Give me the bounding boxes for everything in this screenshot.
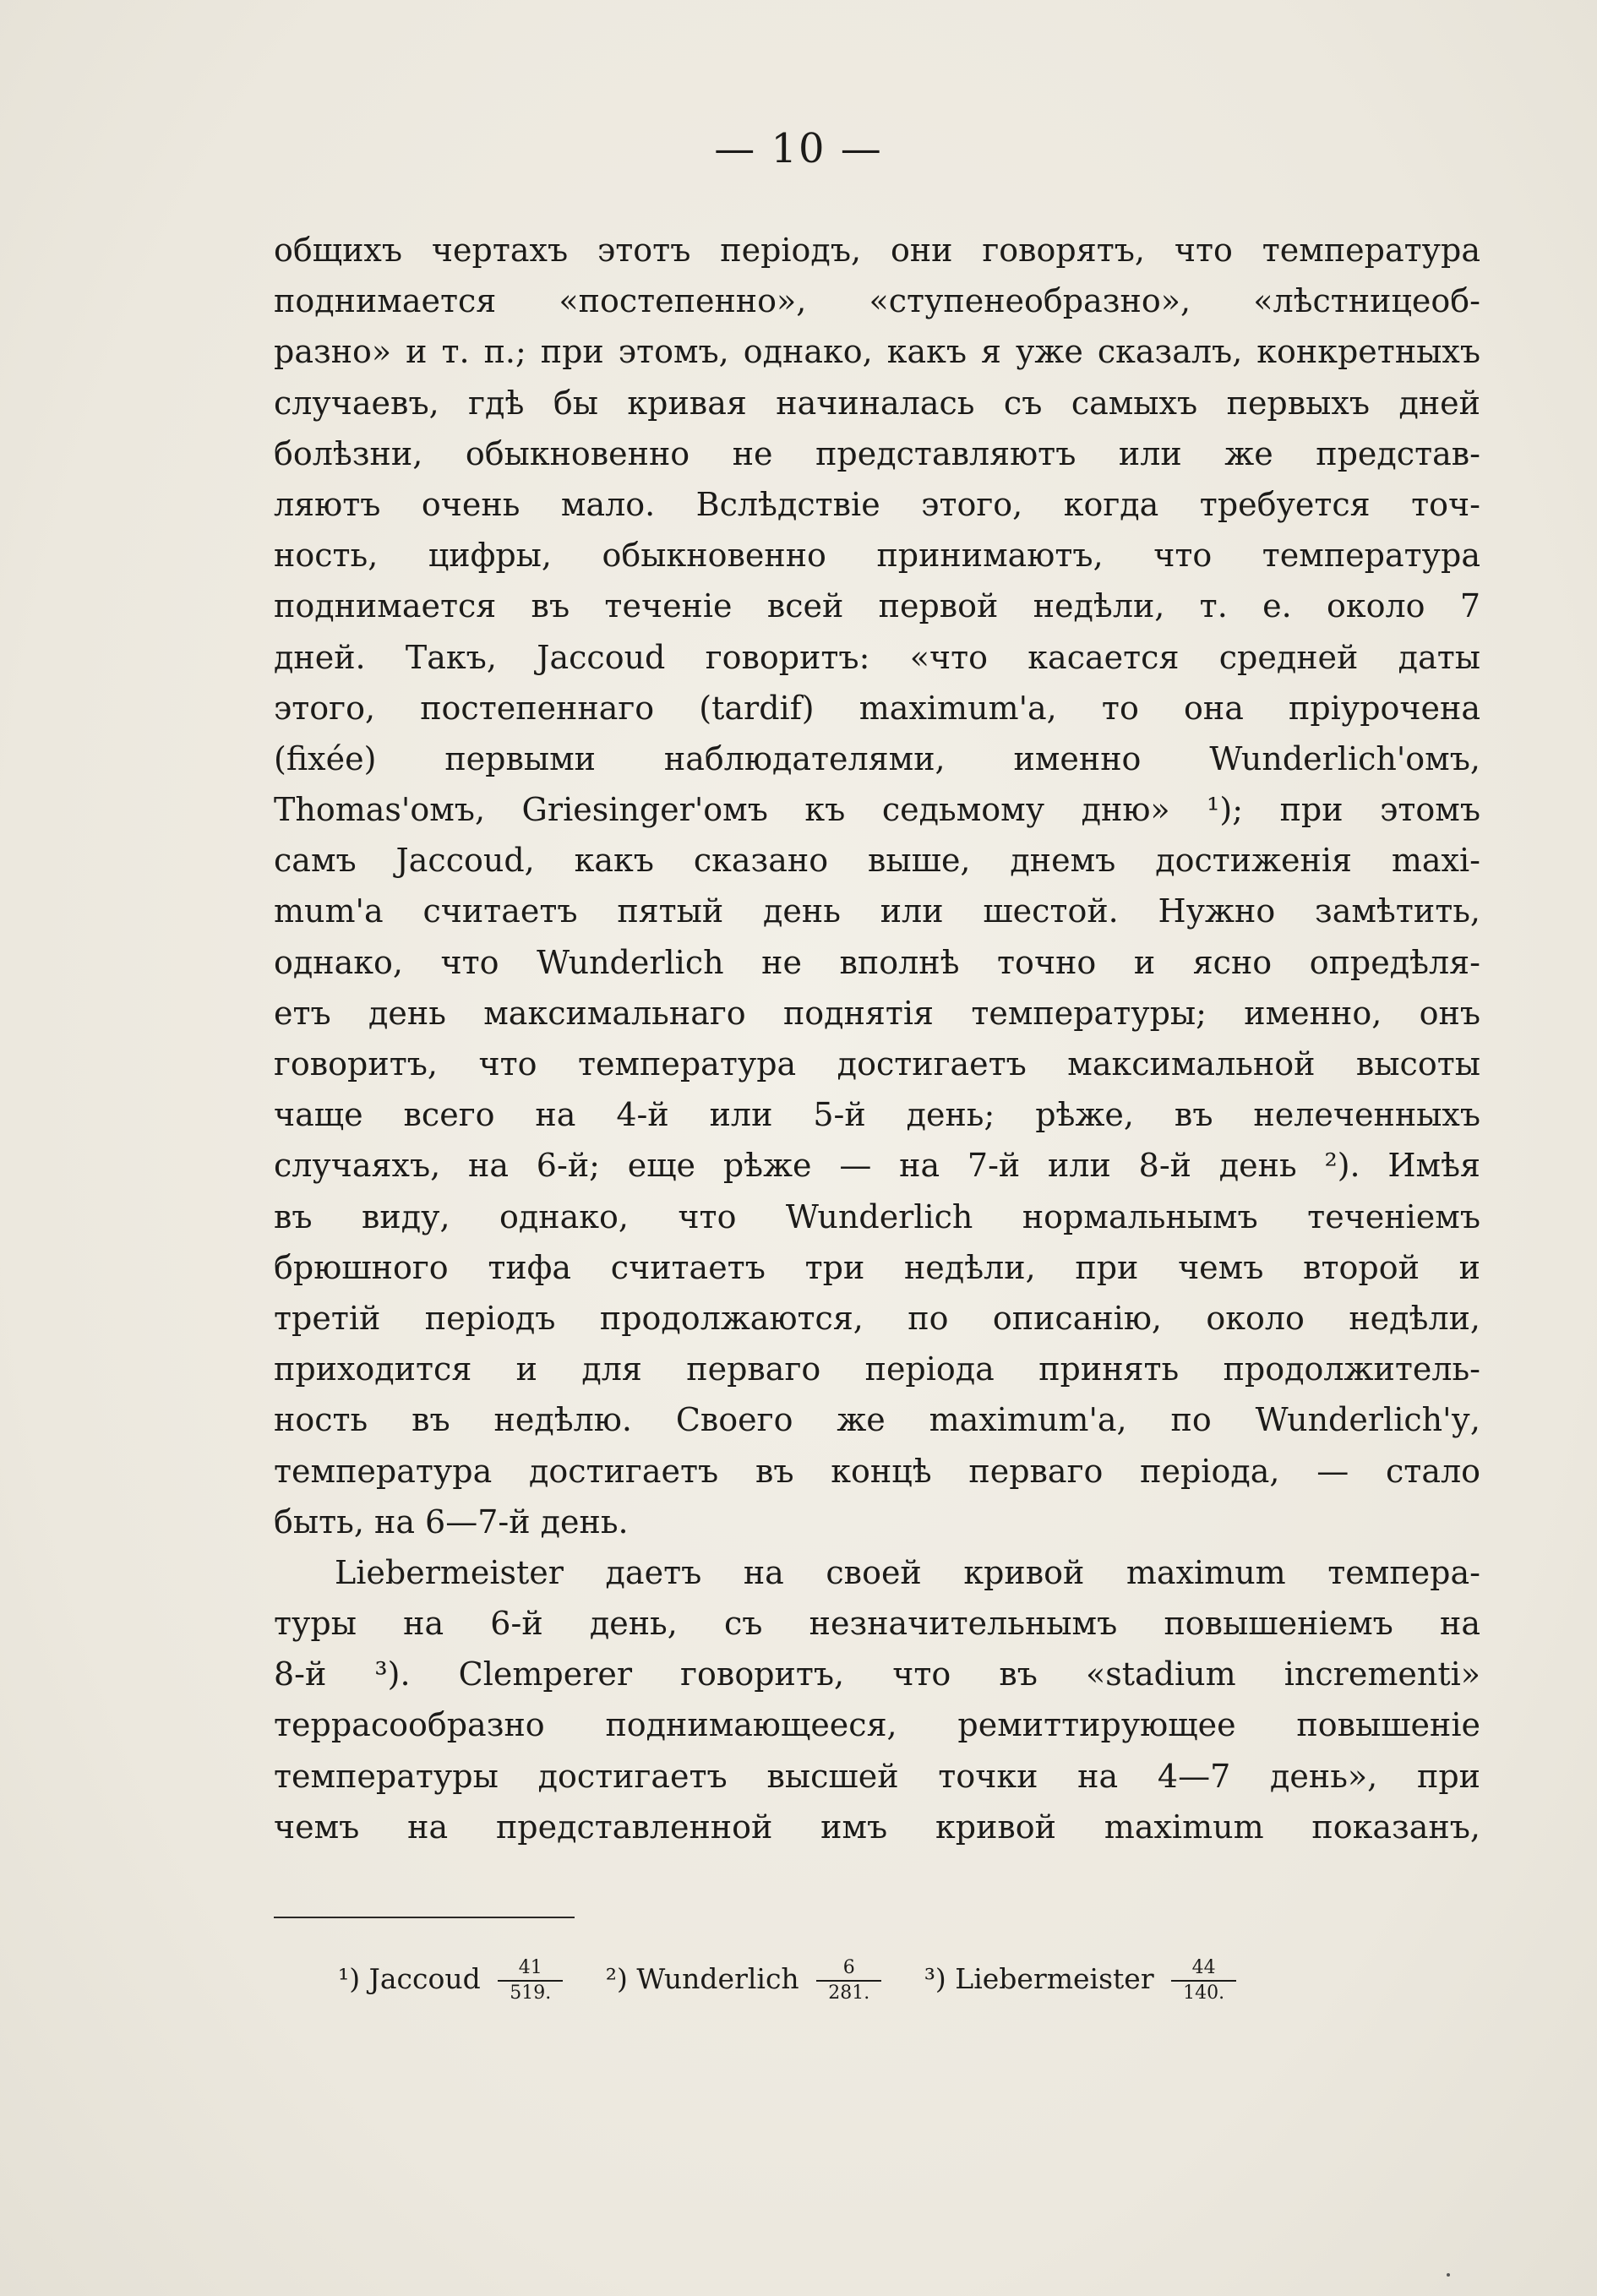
text-line: болѣзни, обыкновенно не представляютъ или же представ-: [274, 434, 1480, 472]
footnote-denominator: 281.: [828, 1982, 870, 2004]
footnote-2: [606, 1959, 881, 2003]
footnote-reference: [1171, 1959, 1236, 2003]
text-line: ность, цифры, обыкновенно принимаютъ, что температура: [274, 537, 1480, 575]
footnote-numerator: 6: [816, 1959, 881, 1982]
footnote-1: [338, 1959, 563, 2003]
text-line: дней. Такъ, Jaccoud говоритъ: «что касается средней даты: [274, 638, 1480, 676]
footnote-mark: ¹): [338, 1962, 361, 1995]
text-line: однако, что Wunderlich не вполнѣ точно и ясно опредѣля-: [274, 943, 1480, 981]
text-line: быть, на 6—7-й день.: [274, 1502, 629, 1541]
text-line: ность въ недѣлю. Своего же maximum'а, по Wunderlich'у,: [274, 1401, 1480, 1439]
footnote-divider: [274, 1917, 575, 1918]
text-line: третій періодъ продолжаются, по описанію, около недѣли,: [274, 1299, 1480, 1337]
text-line: приходится и для перваго періода принять продолжитель-: [274, 1350, 1480, 1388]
text-line: ляютъ очень мало. Вслѣдствіе этого, когда требуется точ-: [274, 485, 1480, 523]
footnote-mark: ²): [605, 1962, 628, 1995]
text-line: 8-й ³). Clemperer говоритъ, что въ «stadium incrementi»: [274, 1655, 1480, 1693]
footnote-reference: [816, 1959, 881, 2003]
text-line: самъ Jaccoud, какъ сказано выше, днемъ достиженія maxi-: [274, 842, 1480, 880]
text-line: Liebermeister даетъ на своей кривой maximum темпера-: [335, 1553, 1480, 1591]
footnote-denominator: 519.: [510, 1982, 552, 2004]
text-line: говоритъ, что температура достигаетъ максимальной высоты: [274, 1045, 1480, 1083]
text-line: поднимается въ теченіе всей первой недѣли, т. е. около 7: [274, 587, 1480, 625]
text-line: этого, постепеннаго (tardif) maximum'а, то она пріурочена: [274, 689, 1480, 727]
footnote-mark: ³): [924, 1962, 946, 1995]
body-text: [274, 225, 1480, 1852]
text-line: разно» и т. п.; при этомъ, однако, какъ я уже сказалъ, конкретныхъ: [274, 333, 1480, 371]
text-line: въ виду, однако, что Wunderlich нормальнымъ теченіемъ: [274, 1197, 1480, 1235]
text-line: чемъ на представленной имъ кривой maximum показанъ,: [274, 1808, 1480, 1846]
text-line: Thomas'омъ, Griesinger'омъ къ седьмому дню» ¹); при этомъ: [274, 791, 1480, 829]
text-line: общихъ чертахъ этотъ періодъ, они говорятъ, что температура: [274, 232, 1480, 269]
footnote-author: Jaccoud: [368, 1962, 481, 1995]
text-line: случаевъ, гдѣ бы кривая начиналась съ самыхъ первыхъ дней: [274, 384, 1480, 422]
footnote-author: Liebermeister: [955, 1962, 1154, 1995]
page-number: — 10 —: [714, 125, 883, 172]
text-line: температуры достигаетъ высшей точки на 4—7 день», при: [274, 1757, 1480, 1795]
text-line: брюшного тифа считаетъ три недѣли, при чемъ второй и: [274, 1248, 1480, 1286]
text-line: террасообразно поднимающееся, ремиттирующее повышеніе: [274, 1706, 1480, 1744]
footnote-author: Wunderlich: [636, 1962, 799, 1995]
footnote-3: [924, 1959, 1236, 2003]
text-line: mum'а считаетъ пятый день или шестой. Нужно замѣтить,: [274, 892, 1480, 930]
footnote-reference: [498, 1959, 563, 2003]
text-line: чаще всего на 4-й или 5-й день; рѣже, въ нелеченныхъ: [274, 1096, 1480, 1134]
footnote-numerator: 41: [498, 1959, 563, 1982]
text-line: етъ день максимальнаго поднятія температуры; именно, онъ: [274, 994, 1480, 1032]
text-line: (fixée) первыми наблюдателями, именно Wunderlich'омъ,: [274, 739, 1480, 777]
paper-speck: [1447, 2273, 1450, 2277]
footnotes: [338, 1959, 1436, 2003]
footnote-denominator: 140.: [1183, 1982, 1225, 2004]
footnote-numerator: 44: [1171, 1959, 1236, 1982]
text-line: туры на 6-й день, съ незначительнымъ повышеніемъ на: [274, 1605, 1480, 1643]
text-line: поднимается «постепенно», «ступенеобразно», «лѣстницеоб-: [274, 282, 1480, 320]
text-line: случаяхъ, на 6-й; еще рѣже — на 7-й или 8-й день ²). Имѣя: [274, 1147, 1480, 1185]
text-line: температура достигаетъ въ концѣ перваго періода, — стало: [274, 1452, 1480, 1490]
